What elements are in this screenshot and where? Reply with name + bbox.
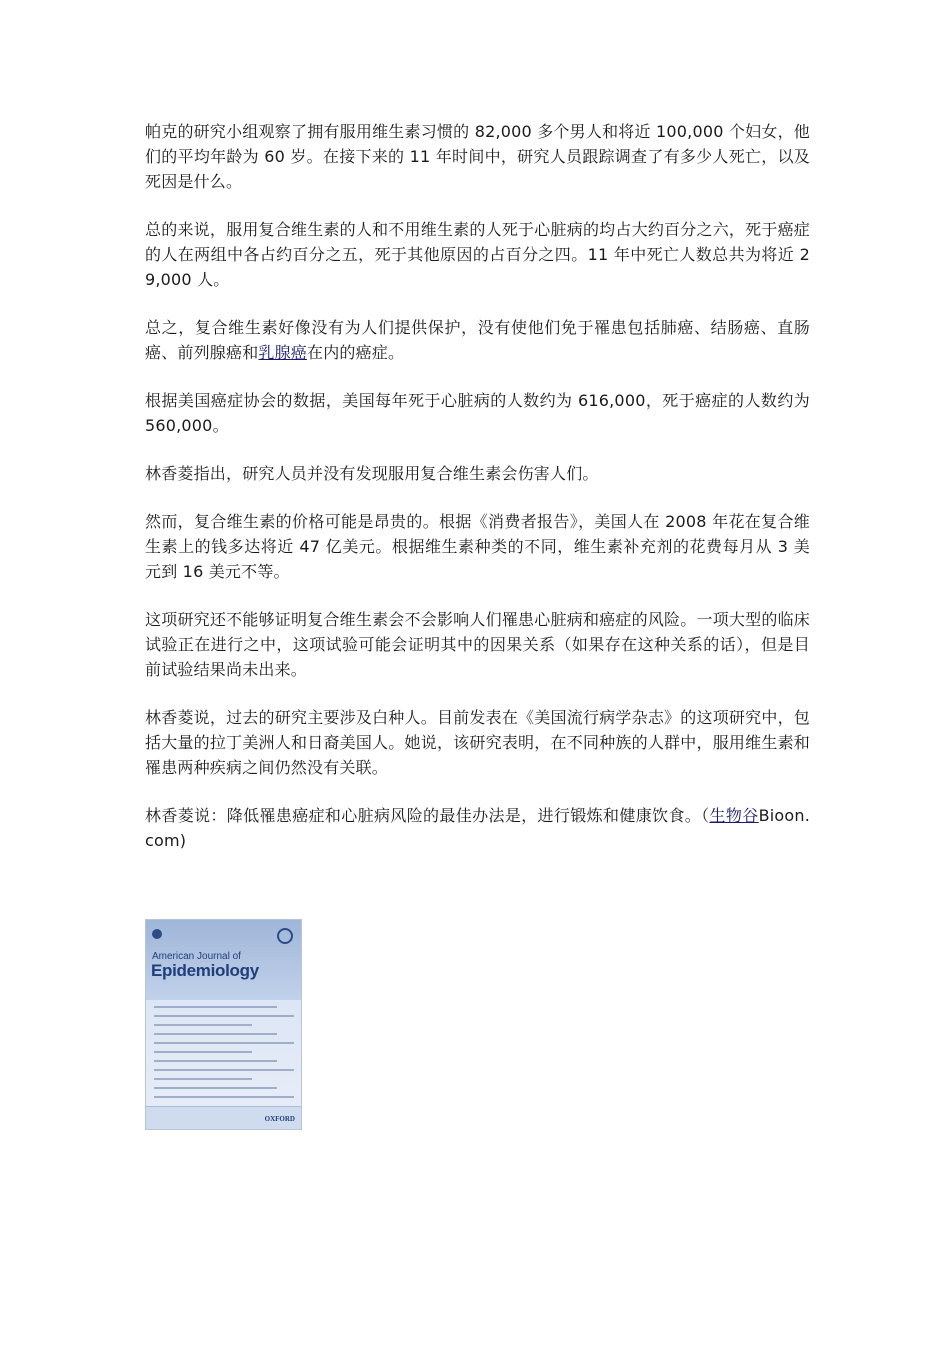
paragraph-text: 总之，复合维生素好像没有为人们提供保护，没有使他们免于罹患包括肺癌、结肠癌、直肠癌、前列腺癌和 xyxy=(145,318,810,362)
contents-line xyxy=(154,1096,294,1098)
paragraph: 这项研究还不能够证明复合维生素会不会影响人们罹患心脏病和癌症的风险。一项大型的临床试验正在进行之中，这项试验可能会证明其中的因果关系（如果存在这种关系的话），但是目前试验结果尚未出来。 xyxy=(145,610,810,679)
source-text: Bioon.com) xyxy=(145,806,810,850)
contents-line xyxy=(154,1051,252,1053)
contents-line xyxy=(154,1042,294,1044)
paragraph: 林香菱说，过去的研究主要涉及白种人。目前发表在《美国流行病学杂志》的这项研究中，包括大量的拉丁美洲人和日裔美国人。她说，该研究表明，在不同种族的人群中，服用维生素和罹患两种疾病之间仍然没有关联。 xyxy=(145,708,810,777)
breast-cancer-link[interactable]: 乳腺癌 xyxy=(258,343,308,362)
contents-line xyxy=(154,1078,252,1080)
paragraph: 帕克的研究小组观察了拥有服用维生素习惯的 82,000 多个男人和将近 100,000 个妇女，他们的平均年龄为 60 岁。在接下来的 11 年时间中，研究人员跟踪调查了有多少人死亡，以及死因是什么。 xyxy=(145,122,810,191)
publisher-logo: OXFORD xyxy=(264,1115,295,1123)
cover-subtitle: American Journal of xyxy=(152,951,241,962)
contents-line xyxy=(154,1006,277,1008)
cover-contents-list xyxy=(154,1006,294,1105)
paragraph: 然而，复合维生素的价格可能是昂贵的。根据《消费者报告》，美国人在 2008 年花在复合维生素上的钱多达将近 47 亿美元。根据维生素种类的不同，维生素补充剂的花费每月从 3 美元到 16 美元不等。 xyxy=(145,512,810,581)
contents-line xyxy=(154,1069,294,1071)
bioon-link[interactable]: 生物谷 xyxy=(709,806,759,825)
cover-title: Epidemiology xyxy=(151,961,259,980)
seal-icon xyxy=(277,928,293,944)
paragraph-with-link xyxy=(145,315,810,365)
paragraph: 总的来说，服用复合维生素的人和不用维生素的人死于心脏病的均占大约百分之六，死于癌症的人在两组中各占约百分之五，死于其他原因的占百分之四。11 年中死亡人数总共为将近 29,000 人。 xyxy=(145,220,810,289)
paragraph: 林香菱指出，研究人员并没有发现服用复合维生素会伤害人们。 xyxy=(145,464,599,483)
contents-line xyxy=(154,1033,277,1035)
contents-line xyxy=(154,1087,277,1089)
source-paragraph xyxy=(145,803,810,853)
paragraph: 根据美国癌症协会的数据，美国每年死于心脏病的人数约为 616,000，死于癌症的人数约为 560,000。 xyxy=(145,391,810,435)
contents-line xyxy=(154,1060,277,1062)
contents-line xyxy=(154,1015,294,1017)
contents-line xyxy=(154,1024,252,1026)
article-body xyxy=(145,119,810,876)
journal-cover-image xyxy=(145,919,302,1130)
paragraph-text: 在内的癌症。 xyxy=(307,343,405,362)
society-logo-icon xyxy=(152,929,162,939)
paragraph-text: 林香菱说：降低罹患癌症和心脏病风险的最佳办法是，进行锻炼和健康饮食。（ xyxy=(145,806,710,825)
